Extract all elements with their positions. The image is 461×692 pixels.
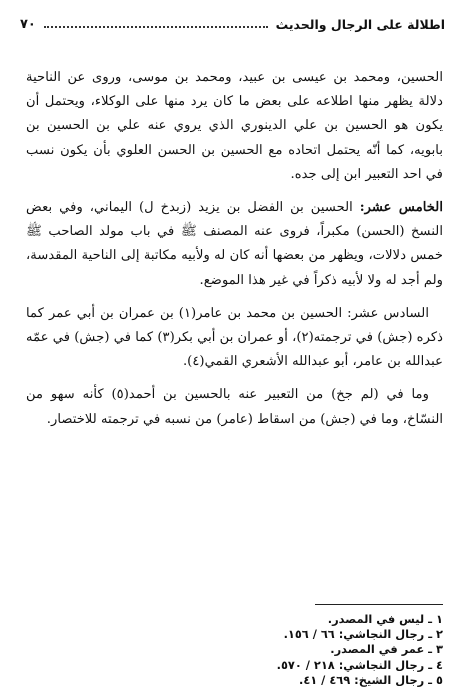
paragraph-label: السادس عشر: (347, 305, 429, 321)
paragraph-text: وما في (لم جخ) من التعبير عنه بالحسين بن أحمد(٥) كأنه سهو من النسّاخ، وما في (جش) من اسقاط (عامر) من نسبه في ترجمته للاختصار. (26, 387, 443, 427)
main-text (26, 66, 443, 441)
footnote: ٤ ـ رجال النجاشي: ٢١٨ / ٥٧٠. (276, 657, 443, 672)
paragraph-sixteenth (26, 302, 443, 375)
paragraph-continuation (26, 66, 443, 187)
paragraph-note (26, 383, 443, 431)
footnote: ١ ـ ليس في المصدر. (327, 612, 443, 626)
paragraph-text: الحسين بن الفضل بن يزيد (زبدخ ل) اليماني، وفي بعض النسخ (الحسن) مكبراً، فروى عنه المصنف ﷺ في باب مولد الصاحب ﷺ خمس دلالات، ويظهر من بعضها أنه كان له ولأبيه مكاتبة إلى الناحية المقدسة، ولم أجد له ولا لأبيه ذكراً في غير هذا الموضع. (26, 200, 443, 288)
page-number: ٧٠ (20, 16, 36, 32)
running-title: اطلالة على الرجال والحديث (275, 16, 445, 32)
paragraph-label: الخامس عشر: (359, 200, 443, 216)
footnotes (120, 612, 443, 688)
header-dot-leader (44, 26, 268, 28)
footnote-separator (315, 604, 443, 605)
paragraph-fifteenth (26, 196, 443, 293)
footnote: ٣ ـ عمر في المصدر. (330, 642, 443, 657)
footnote: ٥ ـ رجال الشيخ: ٤٦٩ / ٤١. (298, 672, 443, 687)
running-header (20, 12, 445, 36)
footnote: ٢ ـ رجال النجاشي: ٦٦ / ١٥٦. (283, 627, 443, 642)
paragraph-text: الحسين بن محمد بن عامر(١) بن عمران بن أبي عمر كما ذكره (جش) في ترجمته(٢)، أو عمران بن أبي بكر(٣) كما في (جش) في عمّه عبدالله بن عامر، أبو عبدالله الأشعري القمي(٤). (26, 305, 444, 370)
paragraph-text: الحسين، ومحمد بن عيسى بن عبيد، ومحمد بن موسى، وروى عن الناحية دلالة يظهر منها اطلاعه على بعض ما كان يرد منها على الوكلاء، ويحتمل أن يكون هو الحسين بن علي الدينوري الذي يروي عنه علي بن الحسين بن بابويه، كما أنّه يحتمل اتحاده مع الحسين بن الحسن العلوي بأن يكون نسب في احد التعبير ابن إلى جده. (26, 70, 443, 182)
